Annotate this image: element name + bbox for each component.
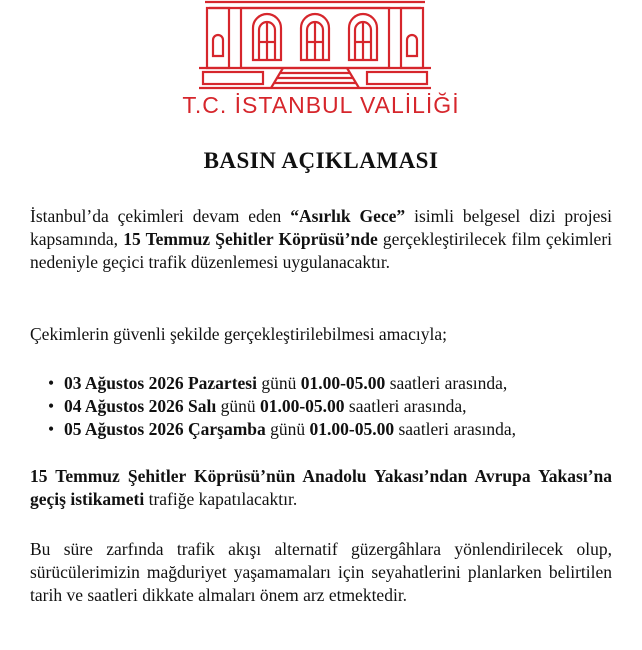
paragraph-advice: Bu süre zarfında trafik akışı alternatif güzergâhlara yönlendirilecek olup, sürücülerimizin mağduriyet yaşamamaları için seyahatlerini planlarken belirtilen tarih ve saatleri dikkate almaları önem arz etmektedir.: [30, 539, 612, 605]
schedule-date: 03 Ağustos 2026 Pazartesi: [64, 373, 257, 393]
bullet: •: [48, 396, 55, 416]
intro-text-e: gerçekleştirilecek film çekimleri nedeniyle geçici trafik düzenlemesi uygulanacaktır.: [30, 229, 613, 272]
intro-text-a: İstanbul’da çekimleri devam eden: [30, 206, 291, 226]
schedule-gunu: günü: [256, 373, 301, 393]
schedule-item: [48, 395, 628, 418]
schedule-time: 01.00-05.00: [309, 419, 395, 439]
schedule-date: 04 Ağustos 2026 Salı: [64, 396, 217, 416]
document-title: BASIN AÇIKLAMASI: [203, 148, 439, 173]
schedule-rest: saatleri arasında,: [344, 396, 467, 416]
schedule-rest: saatleri arasında,: [394, 419, 517, 439]
schedule-item: [48, 372, 628, 395]
schedule-date: 05 Ağustos 2026 Çarşamba: [64, 419, 266, 439]
schedule-list: [48, 372, 628, 441]
schedule-item: [48, 418, 628, 441]
schedule-gunu: günü: [265, 419, 310, 439]
valilik-building-icon: [185, 0, 445, 92]
schedule-gunu: günü: [216, 396, 260, 416]
schedule-rest: saatleri arasında,: [385, 373, 508, 393]
bullet: •: [48, 419, 55, 439]
org-name: T.C. İSTANBUL VALİLİĞİ: [182, 92, 460, 118]
bridge-name: 15 Temmuz Şehitler Köprüsü’nde: [123, 229, 378, 249]
schedule-time: 01.00-05.00: [300, 373, 386, 393]
intro-text-c: isimli belgesel dizi projesi kapsamında,: [30, 206, 613, 249]
schedule-time: 01.00-05.00: [259, 396, 345, 416]
paragraph-purpose: Çekimlerin güvenli şekilde gerçekleştirilebilmesi amacıyla;: [30, 324, 447, 344]
bullet: •: [48, 373, 55, 393]
closure-bold-text: 15 Temmuz Şehitler Köprüsü’nün Anadolu Yakası’ndan Avrupa Yakası’na geçiş istikameti: [30, 466, 612, 509]
paragraph-closure: [30, 465, 612, 511]
closure-rest-text: trafiğe kapatılacaktır.: [144, 489, 298, 509]
series-name: “Asırlık Gece”: [290, 206, 406, 226]
paragraph-intro: [30, 205, 612, 274]
